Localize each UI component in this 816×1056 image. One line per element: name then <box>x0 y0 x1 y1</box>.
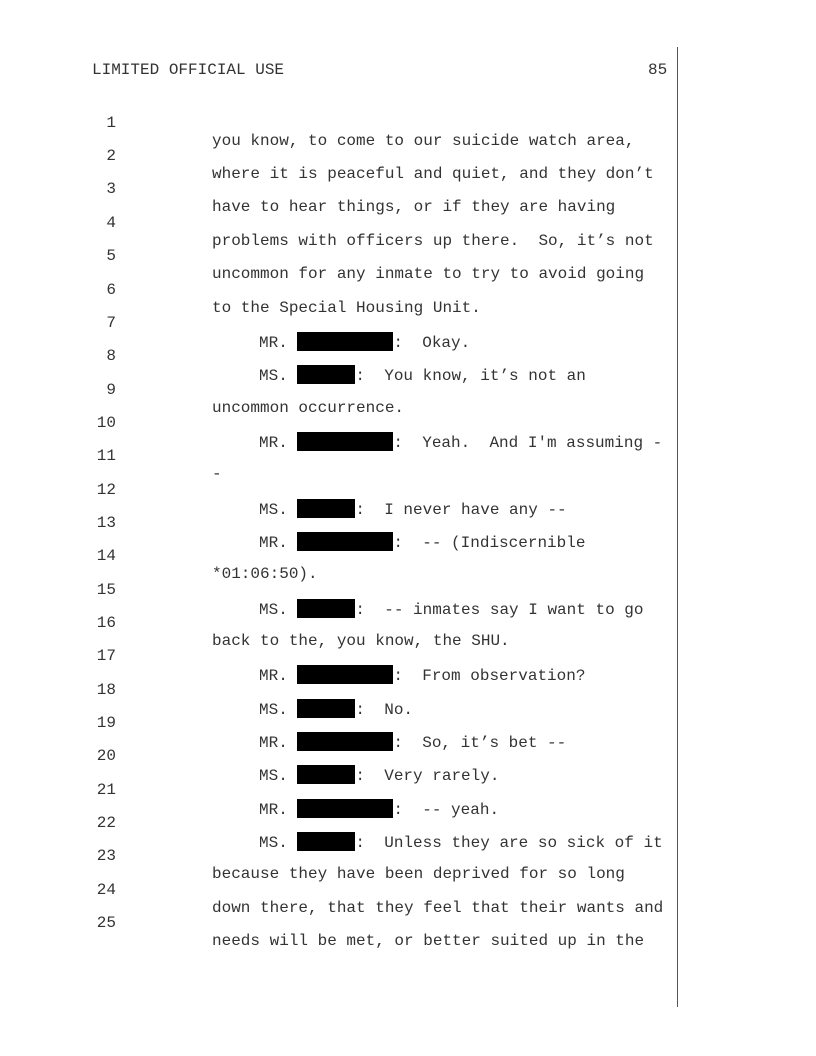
transcript-line <box>0 96 677 150</box>
speaker-title: MS. <box>259 601 288 619</box>
line-text: : From observation? <box>393 667 586 685</box>
transcript-line <box>0 396 677 452</box>
transcript-line <box>0 196 677 250</box>
line-number: 1 <box>106 114 116 132</box>
transcript-line <box>0 429 677 483</box>
speaker-title: MS. <box>259 701 288 719</box>
line-number: 12 <box>96 481 116 499</box>
line-text: : So, it’s bet -- <box>393 734 567 752</box>
line-number: 2 <box>106 147 116 165</box>
line-text: : Yeah. And I'm assuming - <box>393 434 663 452</box>
line-number: 11 <box>96 447 116 465</box>
classification-header: LIMITED OFFICIAL USE <box>92 61 285 79</box>
line-text: : -- inmates say I want to go <box>355 601 644 619</box>
speaker-title: MR. <box>259 801 288 819</box>
transcript-line <box>0 363 677 417</box>
transcript-line <box>0 263 677 317</box>
line-number: 9 <box>106 381 116 399</box>
speaker-title: MS. <box>259 501 288 519</box>
line-text: have to hear things, or if they are having <box>212 198 616 216</box>
line-text: : Very rarely. <box>355 767 500 785</box>
line-number: 20 <box>96 747 116 765</box>
line-number: 10 <box>96 414 116 432</box>
line-text: you know, to come to our suicide watch area, <box>212 132 635 150</box>
transcript-line <box>0 463 677 519</box>
line-text: back to the, you know, the SHU. <box>212 632 510 650</box>
speaker-title: MS. <box>259 834 288 852</box>
line-number: 6 <box>106 281 116 299</box>
line-text: uncommon for any inmate to try to avoid going <box>212 265 645 283</box>
transcript-line <box>0 629 677 685</box>
transcript-line <box>0 162 677 216</box>
line-text: because they have been deprived for so long <box>212 865 625 883</box>
speaker-title: MR. <box>259 334 288 352</box>
speaker-title: MR. <box>259 434 288 452</box>
line-number: 8 <box>106 347 116 365</box>
speaker-title: MR. <box>259 534 288 552</box>
line-text: to the Special Housing Unit. <box>212 299 481 317</box>
line-number: 23 <box>96 847 116 865</box>
line-text: : Okay. <box>393 334 471 352</box>
speaker-title: MS. <box>259 767 288 785</box>
line-text: : -- (Indiscernible <box>393 534 586 552</box>
transcript-line <box>0 229 677 283</box>
line-number: 16 <box>96 614 116 632</box>
transcript-line <box>0 563 677 619</box>
right-margin-rule <box>677 47 678 1007</box>
line-text: *01:06:50). <box>212 565 318 583</box>
line-number: 19 <box>96 714 116 732</box>
line-number: 22 <box>96 814 116 832</box>
line-text: : -- yeah. <box>393 801 500 819</box>
speaker-title: MS. <box>259 367 288 385</box>
transcript-line <box>0 729 677 785</box>
line-text: : You know, it’s not an <box>355 367 586 385</box>
line-number: 4 <box>106 214 116 232</box>
transcript-line <box>0 763 677 819</box>
line-number: 14 <box>96 547 116 565</box>
line-text: down there, that they feel that their wants and <box>212 899 664 917</box>
line-number: 25 <box>96 914 116 932</box>
speaker-title: MR. <box>259 667 288 685</box>
line-text: where it is peaceful and quiet, and they don’t <box>212 165 654 183</box>
line-text: needs will be met, or better suited up in the <box>212 932 645 950</box>
speaker-title: MR. <box>259 734 288 752</box>
transcript-line <box>0 696 677 752</box>
transcript-line <box>0 896 677 950</box>
line-number: 3 <box>106 180 116 198</box>
line-text: uncommon occurrence. <box>212 399 405 417</box>
line-text: - <box>212 465 222 483</box>
line-number: 17 <box>96 647 116 665</box>
transcript-line <box>0 796 677 852</box>
transcript-line <box>0 296 677 352</box>
transcript-line <box>0 663 677 719</box>
line-text: problems with officers up there. So, it’s not <box>212 232 654 250</box>
line-number: 21 <box>96 781 116 799</box>
transcript-line <box>0 829 677 883</box>
line-number: 18 <box>96 681 116 699</box>
transcript-line <box>0 496 677 552</box>
line-text: : I never have any -- <box>355 501 567 519</box>
line-text: : No. <box>355 701 414 719</box>
line-text: : Unless they are so sick of it <box>355 834 663 852</box>
page-number: 85 <box>648 61 668 79</box>
transcript-line <box>0 329 677 385</box>
line-number: 15 <box>96 581 116 599</box>
line-number: 7 <box>106 314 116 332</box>
line-number: 13 <box>96 514 116 532</box>
transcript-line <box>0 529 677 583</box>
transcript-line <box>0 863 677 917</box>
transcript-line <box>0 129 677 183</box>
transcript-line <box>0 596 677 650</box>
line-number: 24 <box>96 881 116 899</box>
line-number: 5 <box>106 247 116 265</box>
